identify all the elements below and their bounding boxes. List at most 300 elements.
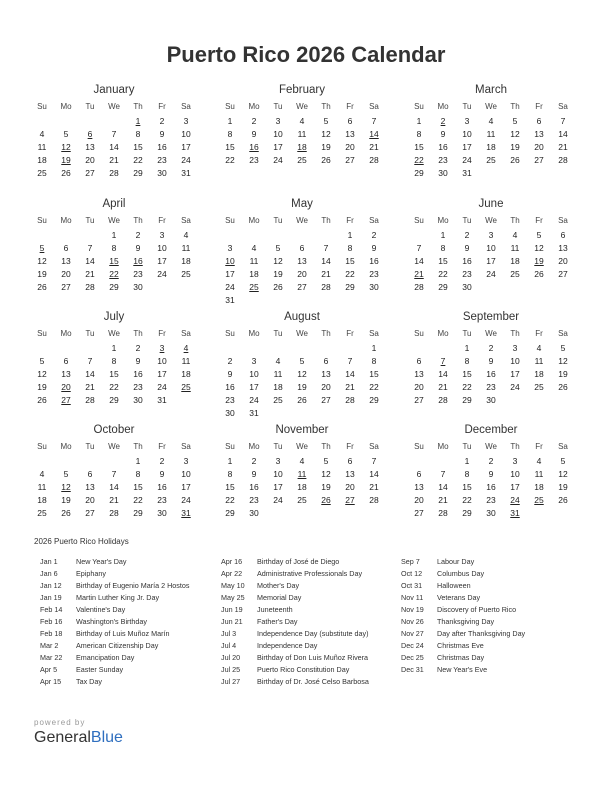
week-row <box>218 281 386 294</box>
day-cell: 27 <box>321 395 331 405</box>
day-cell: 11 <box>534 469 544 479</box>
month-name: September <box>462 311 520 323</box>
day-cell: 23 <box>486 495 496 505</box>
day-cell: 24 <box>249 395 259 405</box>
empty-cell <box>527 507 551 520</box>
day-cell: 11 <box>486 129 496 139</box>
month-august <box>218 309 386 420</box>
holiday-entry <box>221 664 369 676</box>
empty-cell <box>266 229 290 242</box>
day-cell: 11 <box>37 482 47 492</box>
empty-cell <box>78 115 102 128</box>
empty-cell <box>78 229 102 242</box>
day-cell: 26 <box>297 395 307 405</box>
empty-cell <box>551 167 575 180</box>
empty-cell <box>174 281 198 294</box>
day-cell: 23 <box>157 495 167 505</box>
day-cell: 2 <box>135 343 141 353</box>
weekday-header: Fr <box>346 329 354 338</box>
weekday-header: Su <box>37 329 47 338</box>
holiday-day-cell: 4 <box>183 343 189 353</box>
day-cell: 25 <box>510 269 520 279</box>
week-row <box>407 455 575 468</box>
day-cell: 7 <box>87 243 93 253</box>
day-cell: 24 <box>462 155 472 165</box>
day-cell: 24 <box>486 269 496 279</box>
empty-cell <box>242 294 266 307</box>
day-cell: 16 <box>157 142 167 152</box>
day-cell: 24 <box>157 269 167 279</box>
empty-cell <box>242 229 266 242</box>
week-row <box>218 141 386 154</box>
day-cell: 7 <box>371 456 377 466</box>
holiday-date: Dec 24 <box>401 641 424 650</box>
week-row <box>30 368 198 381</box>
empty-cell <box>551 281 575 294</box>
day-cell: 20 <box>85 495 95 505</box>
weekday-header: Sa <box>181 442 191 451</box>
weekday-header: We <box>296 102 308 111</box>
empty-cell <box>338 342 362 355</box>
day-cell: 23 <box>369 269 379 279</box>
holiday-name: Thanksgiving Day <box>437 617 495 626</box>
holiday-date: Dec 31 <box>401 665 424 674</box>
week-row <box>218 455 386 468</box>
empty-cell <box>503 394 527 407</box>
weekday-header: We <box>108 442 120 451</box>
day-cell: 23 <box>438 155 448 165</box>
day-cell: 22 <box>438 269 448 279</box>
day-cell: 8 <box>111 243 117 253</box>
day-cell: 27 <box>61 282 71 292</box>
holiday-name: Epiphany <box>76 569 106 578</box>
weekday-header: Th <box>510 102 520 111</box>
day-cell: 29 <box>438 282 448 292</box>
day-cell: 2 <box>135 230 141 240</box>
week-row <box>30 167 198 180</box>
day-cell: 4 <box>39 129 45 139</box>
weekday-header: Mo <box>60 329 72 338</box>
day-cell: 10 <box>510 469 520 479</box>
day-cell: 31 <box>181 168 191 178</box>
month-table <box>407 100 575 180</box>
brand-logo[interactable] <box>34 729 123 747</box>
holiday-entry <box>40 664 189 676</box>
weekday-header: Tu <box>85 216 95 225</box>
day-cell: 7 <box>347 356 353 366</box>
day-cell: 14 <box>345 369 355 379</box>
day-cell: 20 <box>297 269 307 279</box>
day-cell: 5 <box>323 116 329 126</box>
holiday-entry <box>40 640 189 652</box>
day-cell: 15 <box>133 482 143 492</box>
day-cell: 4 <box>488 116 494 126</box>
day-cell: 16 <box>157 482 167 492</box>
weekday-header: Th <box>133 329 143 338</box>
empty-cell <box>54 455 78 468</box>
day-cell: 11 <box>37 142 47 152</box>
holiday-name: Administrative Professionals Day <box>257 569 363 578</box>
day-cell: 14 <box>414 256 424 266</box>
day-cell: 21 <box>558 142 568 152</box>
weekday-header: Th <box>510 442 520 451</box>
day-cell: 30 <box>133 395 143 405</box>
holiday-day-cell: 3 <box>159 343 165 353</box>
weekday-header: We <box>485 216 497 225</box>
day-cell: 20 <box>61 269 71 279</box>
day-cell: 17 <box>510 482 520 492</box>
holiday-day-cell: 16 <box>249 142 259 152</box>
day-cell: 19 <box>510 142 520 152</box>
month-december <box>407 422 575 520</box>
day-cell: 24 <box>181 155 191 165</box>
day-cell: 12 <box>297 369 307 379</box>
month-table <box>218 327 386 420</box>
month-march <box>407 82 575 180</box>
day-cell: 4 <box>512 230 518 240</box>
day-cell: 20 <box>321 382 331 392</box>
day-cell: 5 <box>512 116 518 126</box>
month-september <box>407 309 575 407</box>
holiday-name: Easter Sunday <box>76 665 124 674</box>
holiday-date: Nov 27 <box>401 629 424 638</box>
day-cell: 15 <box>462 482 472 492</box>
day-cell: 27 <box>345 155 355 165</box>
day-cell: 13 <box>558 243 568 253</box>
week-row <box>30 381 198 394</box>
day-cell: 6 <box>416 356 422 366</box>
day-cell: 12 <box>273 256 283 266</box>
holiday-entry <box>221 676 369 688</box>
weekday-header: Sa <box>181 102 191 111</box>
day-cell: 27 <box>534 155 544 165</box>
week-row <box>218 381 386 394</box>
month-table <box>30 440 198 520</box>
day-cell: 28 <box>109 168 119 178</box>
empty-cell <box>431 455 455 468</box>
day-cell: 13 <box>414 482 424 492</box>
weekday-header: Su <box>37 442 47 451</box>
holiday-name: Birthday of Don Luis Muñoz Rivera <box>257 653 369 662</box>
day-cell: 24 <box>157 382 167 392</box>
holiday-entry <box>401 592 525 604</box>
day-cell: 24 <box>273 155 283 165</box>
weekday-header: Tu <box>273 102 283 111</box>
weekday-header: We <box>108 102 120 111</box>
holiday-day-cell: 31 <box>181 508 191 518</box>
day-cell: 22 <box>133 495 143 505</box>
day-cell: 25 <box>181 269 191 279</box>
month-may <box>218 196 386 307</box>
day-cell: 14 <box>558 129 568 139</box>
weekday-header: Fr <box>535 442 543 451</box>
weekday-header: Mo <box>437 329 449 338</box>
day-cell: 12 <box>558 469 568 479</box>
day-cell: 10 <box>249 369 259 379</box>
day-cell: 21 <box>109 155 119 165</box>
day-cell: 19 <box>558 482 568 492</box>
holiday-name: Mother's Day <box>257 581 300 590</box>
day-cell: 19 <box>321 482 331 492</box>
empty-cell <box>30 455 54 468</box>
holiday-entry <box>401 628 525 640</box>
holiday-name: New Year's Eve <box>437 665 488 674</box>
weekday-header: We <box>108 329 120 338</box>
weekday-header: Fr <box>535 102 543 111</box>
month-january <box>30 82 198 180</box>
holiday-day-cell: 22 <box>414 155 424 165</box>
empty-cell <box>150 281 174 294</box>
month-table <box>407 440 575 520</box>
holiday-day-cell: 27 <box>61 395 71 405</box>
day-cell: 10 <box>157 356 167 366</box>
day-cell: 22 <box>462 495 472 505</box>
weekday-header: Th <box>321 442 331 451</box>
day-cell: 8 <box>111 356 117 366</box>
day-cell: 17 <box>225 269 235 279</box>
day-cell: 18 <box>486 142 496 152</box>
day-cell: 3 <box>512 343 518 353</box>
day-cell: 2 <box>227 356 233 366</box>
empty-cell <box>551 394 575 407</box>
holiday-entry <box>40 604 189 616</box>
day-cell: 17 <box>273 482 283 492</box>
day-cell: 1 <box>227 456 233 466</box>
holiday-entry <box>40 592 189 604</box>
empty-cell <box>551 507 575 520</box>
day-cell: 11 <box>273 369 283 379</box>
weekday-header: Th <box>133 102 143 111</box>
day-cell: 13 <box>61 369 71 379</box>
holiday-day-cell: 7 <box>440 356 446 366</box>
weekday-header: Mo <box>60 442 72 451</box>
holiday-date: Jan 19 <box>40 593 62 602</box>
empty-cell <box>54 229 78 242</box>
empty-cell <box>78 455 102 468</box>
day-cell: 30 <box>157 168 167 178</box>
empty-cell <box>338 507 362 520</box>
holiday-entry <box>221 604 369 616</box>
day-cell: 20 <box>345 482 355 492</box>
day-cell: 29 <box>225 508 235 518</box>
week-row <box>218 229 386 242</box>
holiday-day-cell: 16 <box>133 256 143 266</box>
day-cell: 26 <box>510 155 520 165</box>
holiday-name: Father's Day <box>257 617 298 626</box>
holiday-date: Jun 21 <box>221 617 243 626</box>
holiday-day-cell: 24 <box>510 495 520 505</box>
day-cell: 12 <box>558 356 568 366</box>
holiday-entry <box>40 628 189 640</box>
day-cell: 25 <box>37 508 47 518</box>
day-cell: 1 <box>111 343 117 353</box>
week-row <box>218 394 386 407</box>
empty-cell <box>314 229 338 242</box>
holiday-name: Birthday of Dr. José Celso Barbosa <box>257 677 369 686</box>
holiday-date: Oct 12 <box>401 569 423 578</box>
day-cell: 2 <box>464 230 470 240</box>
day-cell: 27 <box>85 168 95 178</box>
day-cell: 21 <box>109 495 119 505</box>
holiday-date: Apr 5 <box>40 665 58 674</box>
holiday-entry <box>40 652 189 664</box>
holiday-entry <box>221 568 369 580</box>
day-cell: 19 <box>273 269 283 279</box>
week-row <box>407 255 575 268</box>
day-cell: 18 <box>534 482 544 492</box>
holiday-date: Apr 15 <box>40 677 62 686</box>
day-cell: 23 <box>249 495 259 505</box>
page-title: Puerto Rico 2026 Calendar <box>166 42 446 67</box>
day-cell: 18 <box>181 369 191 379</box>
day-cell: 25 <box>534 382 544 392</box>
day-cell: 10 <box>486 243 496 253</box>
week-row <box>407 281 575 294</box>
day-cell: 9 <box>135 243 141 253</box>
week-row <box>407 342 575 355</box>
day-cell: 17 <box>462 142 472 152</box>
day-cell: 22 <box>369 382 379 392</box>
month-name: June <box>478 198 504 210</box>
holidays-title: 2026 Puerto Rico Holidays <box>34 537 129 546</box>
holiday-day-cell: 22 <box>109 269 119 279</box>
day-cell: 11 <box>510 243 520 253</box>
holiday-date: Feb 14 <box>40 605 63 614</box>
day-cell: 28 <box>558 155 568 165</box>
day-cell: 26 <box>37 282 47 292</box>
empty-cell <box>479 281 503 294</box>
day-cell: 3 <box>251 356 257 366</box>
holiday-day-cell: 2 <box>440 116 446 126</box>
holiday-entry <box>221 592 369 604</box>
day-cell: 6 <box>63 356 69 366</box>
empty-cell <box>54 115 78 128</box>
holiday-date: Jul 25 <box>221 665 241 674</box>
holiday-date: Nov 11 <box>401 593 424 602</box>
day-cell: 30 <box>369 282 379 292</box>
day-cell: 16 <box>249 482 259 492</box>
week-row <box>218 154 386 167</box>
month-november <box>218 422 386 520</box>
holiday-entry <box>401 664 525 676</box>
empty-cell <box>362 507 386 520</box>
week-row <box>218 268 386 281</box>
day-cell: 9 <box>464 243 470 253</box>
day-cell: 31 <box>462 168 472 178</box>
day-cell: 7 <box>371 116 377 126</box>
day-cell: 19 <box>61 495 71 505</box>
empty-cell <box>266 342 290 355</box>
month-name: October <box>93 424 135 436</box>
holiday-date: Feb 18 <box>40 629 63 638</box>
weekday-header: Su <box>37 102 47 111</box>
holiday-name: Valentine's Day <box>76 605 126 614</box>
day-cell: 28 <box>321 282 331 292</box>
empty-cell <box>290 507 314 520</box>
week-row <box>30 494 198 507</box>
day-cell: 11 <box>297 129 307 139</box>
month-june <box>407 196 575 294</box>
weekday-header: Sa <box>558 102 568 111</box>
day-cell: 28 <box>85 282 95 292</box>
day-cell: 23 <box>157 155 167 165</box>
holiday-date: Feb 16 <box>40 617 63 626</box>
weekday-header: Mo <box>437 216 449 225</box>
holiday-name: Memorial Day <box>257 593 302 602</box>
weekday-header: Mo <box>437 442 449 451</box>
day-cell: 11 <box>534 356 544 366</box>
week-row <box>30 154 198 167</box>
day-cell: 14 <box>85 256 95 266</box>
empty-cell <box>527 394 551 407</box>
weekday-header: Tu <box>85 102 95 111</box>
day-cell: 14 <box>109 482 119 492</box>
holiday-entry <box>221 652 369 664</box>
month-table <box>218 214 386 307</box>
day-cell: 29 <box>345 282 355 292</box>
holiday-day-cell: 21 <box>414 269 424 279</box>
week-row <box>218 494 386 507</box>
day-cell: 27 <box>414 508 424 518</box>
weekday-header: Sa <box>558 329 568 338</box>
weekday-header: Sa <box>369 102 379 111</box>
day-cell: 30 <box>225 408 235 418</box>
holiday-day-cell: 25 <box>181 382 191 392</box>
day-cell: 8 <box>227 129 233 139</box>
day-cell: 1 <box>135 456 141 466</box>
day-cell: 12 <box>321 469 331 479</box>
day-cell: 3 <box>227 243 233 253</box>
day-cell: 7 <box>87 356 93 366</box>
week-row <box>407 154 575 167</box>
day-cell: 4 <box>299 116 305 126</box>
day-cell: 4 <box>251 243 257 253</box>
day-cell: 2 <box>251 456 257 466</box>
weekday-header: We <box>296 442 308 451</box>
day-cell: 10 <box>510 356 520 366</box>
day-cell: 2 <box>159 456 165 466</box>
month-july <box>30 309 198 407</box>
empty-cell <box>266 507 290 520</box>
day-cell: 5 <box>39 356 45 366</box>
month-table <box>30 327 198 407</box>
day-cell: 5 <box>536 230 542 240</box>
day-cell: 6 <box>87 469 93 479</box>
month-name: January <box>93 84 135 96</box>
holiday-entry <box>401 556 525 568</box>
day-cell: 1 <box>416 116 422 126</box>
day-cell: 1 <box>227 116 233 126</box>
weekday-header: Tu <box>462 329 472 338</box>
weekday-header: Th <box>133 442 143 451</box>
day-cell: 16 <box>462 256 472 266</box>
day-cell: 26 <box>61 168 71 178</box>
holiday-date: Jul 20 <box>221 653 241 662</box>
holiday-entry <box>40 676 189 688</box>
month-name: December <box>464 424 518 436</box>
holiday-day-cell: 25 <box>534 495 544 505</box>
day-cell: 14 <box>85 369 95 379</box>
day-cell: 13 <box>321 369 331 379</box>
day-cell: 18 <box>510 256 520 266</box>
weekday-header: Sa <box>369 442 379 451</box>
weekday-header: Tu <box>85 442 95 451</box>
empty-cell <box>290 407 314 420</box>
holiday-name: Emancipation Day <box>76 653 135 662</box>
day-cell: 9 <box>251 469 257 479</box>
day-cell: 13 <box>414 369 424 379</box>
day-cell: 4 <box>536 456 542 466</box>
